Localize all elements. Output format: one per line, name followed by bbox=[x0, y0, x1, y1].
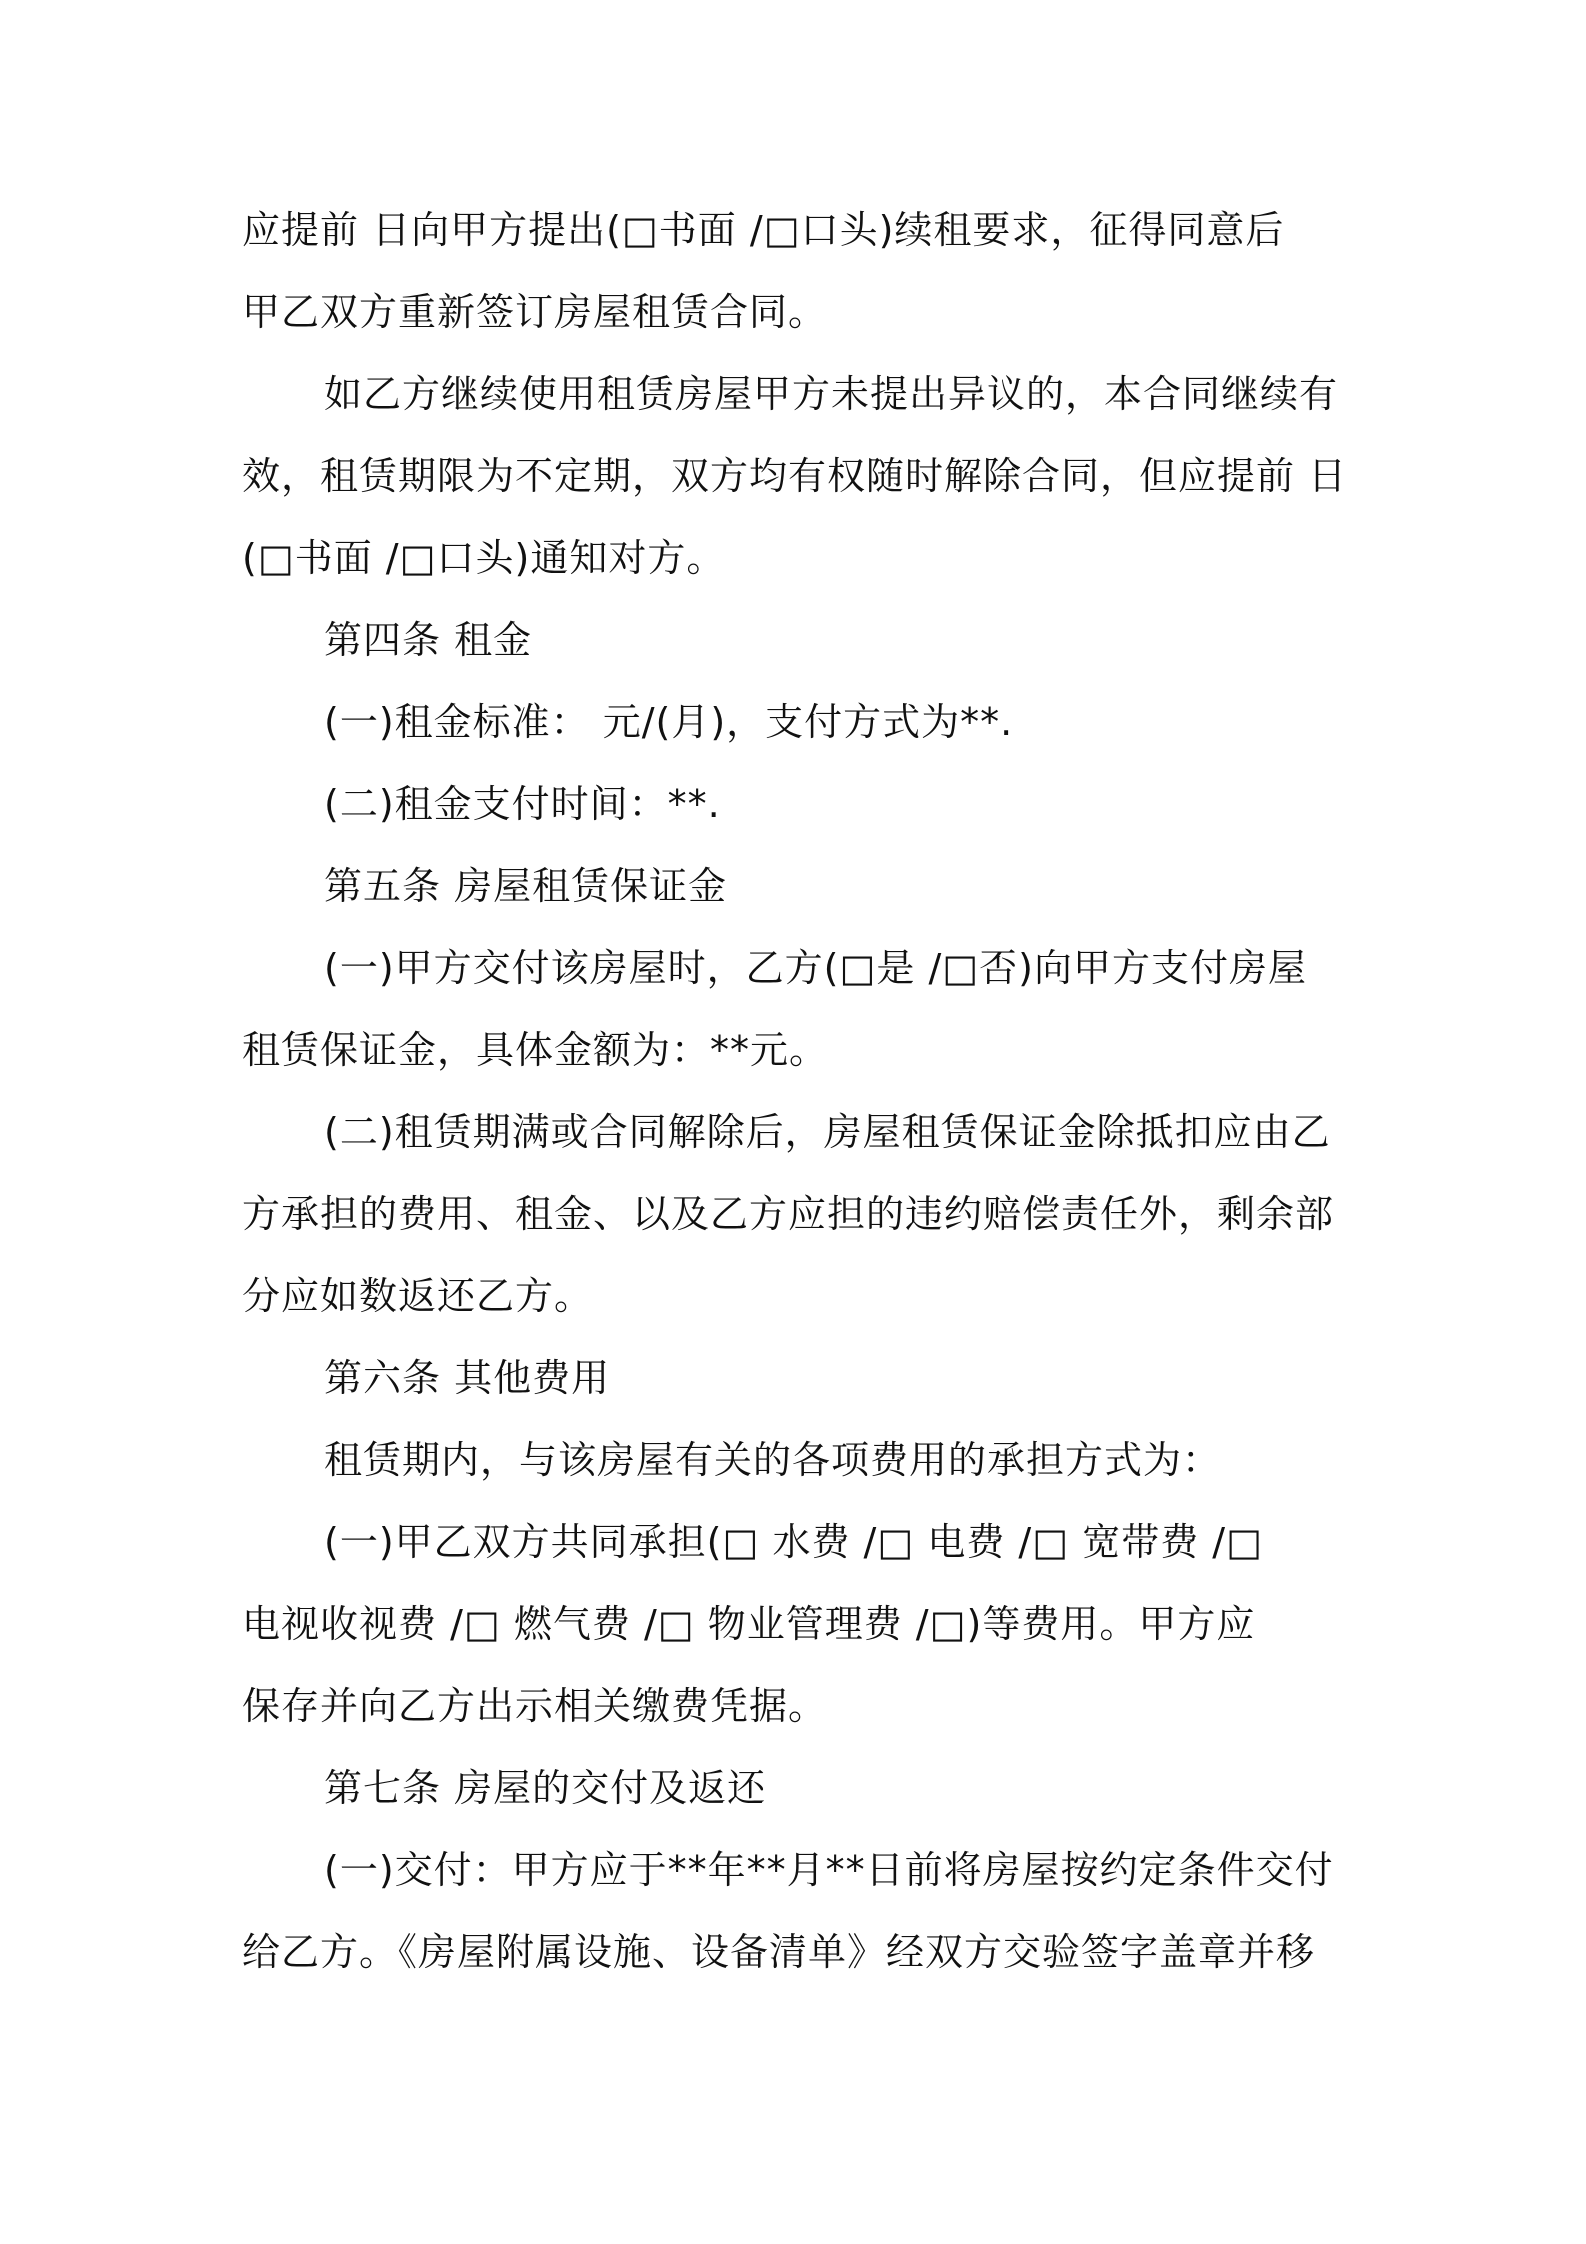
text-line: 方承担的费用、租金、以及乙方应担的违约赔偿责任外，剩余部 bbox=[242, 1192, 1335, 1236]
text-line: 租赁保证金，具体金额为：**元。 bbox=[242, 1028, 829, 1072]
text-line: (□书面 /□口头)通知对方。 bbox=[242, 536, 726, 580]
text-line: 电视收视费 /□ 燃气费 /□ 物业管理费 /□)等费用。甲方应 bbox=[242, 1602, 1256, 1646]
clause-line: (一)甲乙双方共同承担(□ 水费 /□ 电费 /□ 宽带费 /□ bbox=[324, 1520, 1263, 1564]
text-line: 分应如数返还乙方。 bbox=[242, 1274, 594, 1318]
text-line: 甲乙双方重新签订房屋租赁合同。 bbox=[242, 290, 828, 334]
paragraph-start: 租赁期内，与该房屋有关的各项费用的承担方式为： bbox=[324, 1438, 1222, 1482]
article-5-heading: 第五条 房屋租赁保证金 bbox=[324, 864, 728, 908]
clause-line: (一)交付：甲方应于**年**月**日前将房屋按约定条件交付 bbox=[324, 1848, 1334, 1892]
clause-line: (二)租赁期满或合同解除后，房屋租赁保证金除抵扣应由乙 bbox=[324, 1110, 1331, 1154]
paragraph-start: 如乙方继续使用租赁房屋甲方未提出异议的，本合同继续有 bbox=[324, 372, 1339, 416]
text-line: 保存并向乙方出示相关缴费凭据。 bbox=[242, 1684, 828, 1728]
article-4-heading: 第四条 租金 bbox=[324, 618, 533, 662]
clause-line: (一)甲方交付该房屋时，乙方(□是 /□否)向甲方支付房屋 bbox=[324, 946, 1307, 990]
text-line: 效，租赁期限为不定期，双方均有权随时解除合同，但应提前 日 bbox=[242, 454, 1348, 498]
clause-line: (二)租金支付时间：**. bbox=[324, 782, 721, 826]
article-6-heading: 第六条 其他费用 bbox=[324, 1356, 611, 1400]
clause-line: (一)租金标准： 元/(月)，支付方式为**. bbox=[324, 700, 1014, 744]
article-7-heading: 第七条 房屋的交付及返还 bbox=[324, 1766, 767, 1810]
text-line: 应提前 日向甲方提出(□书面 /□口头)续租要求，征得同意后 bbox=[242, 208, 1285, 252]
text-line: 给乙方。《房屋附属设施、设备清单》经双方交验签字盖章并移 bbox=[242, 1930, 1316, 1974]
